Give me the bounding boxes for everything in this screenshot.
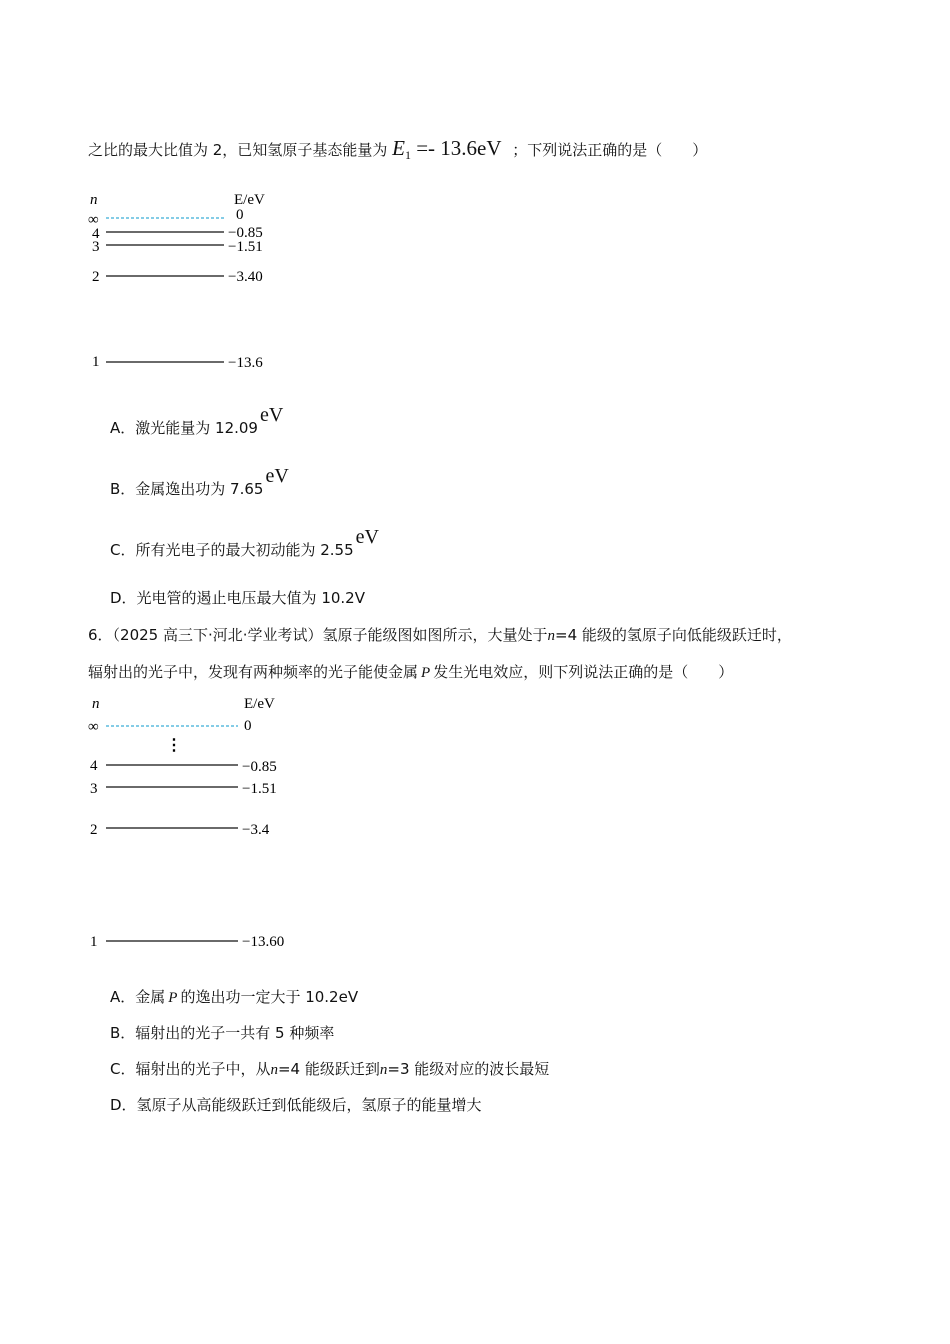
level-energy-label: −13.6 xyxy=(228,355,263,371)
option-variable: P xyxy=(168,990,178,1006)
q6-stem-text: =4 能级的氢原子向低能级跃迁时， xyxy=(555,626,792,644)
option-unit: eV xyxy=(355,526,379,548)
option-unit: eV xyxy=(265,465,289,487)
q5-option-a xyxy=(110,404,284,438)
q5-stem xyxy=(88,138,707,165)
option-text: 的逸出功一定大于 10.2eV xyxy=(180,988,359,1006)
formula-value: =- 13.6eV xyxy=(416,136,502,160)
q5-stem-suffix: ；下列说法正确的是（ ） xyxy=(512,141,708,159)
level-energy-label: −3.4 xyxy=(242,822,270,838)
level-n-label: 4 xyxy=(92,226,100,242)
e-axis-label: E/eV xyxy=(234,192,265,208)
option-text: C．辐射出的光子中，从 xyxy=(110,1060,271,1078)
q5-option-d xyxy=(110,588,365,608)
level-n-label: 3 xyxy=(90,781,98,797)
option-text: D．氢原子从高能级跃迁到低能级后，氢原子的能量增大 xyxy=(110,1096,482,1114)
option-text: C．所有光电子的最大初动能为 2.55 xyxy=(110,541,354,559)
formula-sub: 1 xyxy=(404,148,411,162)
q6-stem-line-1 xyxy=(88,625,792,646)
e-axis-label: E/eV xyxy=(244,696,275,712)
option-text: D．光电管的遏止电压最大值为 10.2V xyxy=(110,589,365,607)
option-unit: eV xyxy=(259,404,284,426)
option-text: B．辐射出的光子一共有 5 种频率 xyxy=(110,1024,335,1042)
q6-option-a xyxy=(110,987,358,1008)
ellipsis-dots: ⋮ xyxy=(166,737,182,754)
q6-stem-line-2 xyxy=(88,662,733,683)
level-energy-label: −0.85 xyxy=(228,225,263,241)
option-text: A．金属 xyxy=(110,988,166,1006)
level-n-label: 1 xyxy=(90,934,98,950)
n-axis-label: n xyxy=(92,696,100,712)
level-n-label: 2 xyxy=(92,269,100,285)
formula-symbol: E xyxy=(392,136,405,160)
level-n-label: 1 xyxy=(92,354,100,370)
level-energy-label: −3.40 xyxy=(228,269,263,285)
level-n-label: ∞ xyxy=(88,719,99,735)
level-energy-label: −0.85 xyxy=(242,759,277,775)
q5-formula xyxy=(392,136,501,160)
q6-stem-text: 6．（2025 高三下·河北·学业考试）氢原子能级图如图所示，大量处于 xyxy=(88,626,548,644)
level-n-label: 3 xyxy=(92,239,100,255)
q6-variable: P xyxy=(421,665,431,681)
q6-option-b xyxy=(110,1023,334,1043)
q6-energy-level-diagram xyxy=(86,690,306,952)
level-energy-label: −1.51 xyxy=(242,781,277,797)
option-variable: n xyxy=(270,1062,278,1078)
level-energy-label: 0 xyxy=(236,207,244,223)
level-n-label: 2 xyxy=(90,822,98,838)
q6-stem-text: 辐射出的光子中，发现有两种频率的光子能使金属 xyxy=(88,663,419,681)
option-text: A．激光能量为 12.09 xyxy=(110,419,258,437)
level-n-label: 4 xyxy=(90,758,98,774)
option-variable: n xyxy=(379,1062,388,1078)
option-text: =3 能级对应的波长最短 xyxy=(387,1060,550,1078)
q5-energy-level-diagram xyxy=(86,188,286,374)
level-energy-label: −1.51 xyxy=(228,239,263,255)
n-axis-label: n xyxy=(90,192,98,208)
option-text: =4 能级跃迁到 xyxy=(277,1060,380,1078)
level-energy-label: 0 xyxy=(244,718,252,734)
q5-option-b xyxy=(110,465,289,499)
q6-stem-text: 发生光电效应，则下列说法正确的是（ ） xyxy=(433,663,734,681)
option-text: B．金属逸出功为 7.65 xyxy=(110,480,264,498)
q5-option-c xyxy=(110,526,379,560)
q6-option-d xyxy=(110,1095,482,1115)
q6-variable: n xyxy=(547,628,556,644)
q5-stem-prefix: 之比的最大比值为 2，已知氢原子基态能量为 xyxy=(88,141,388,159)
level-energy-label: −13.60 xyxy=(242,934,285,950)
q6-option-c xyxy=(110,1059,549,1080)
level-n-label: ∞ xyxy=(88,212,99,228)
